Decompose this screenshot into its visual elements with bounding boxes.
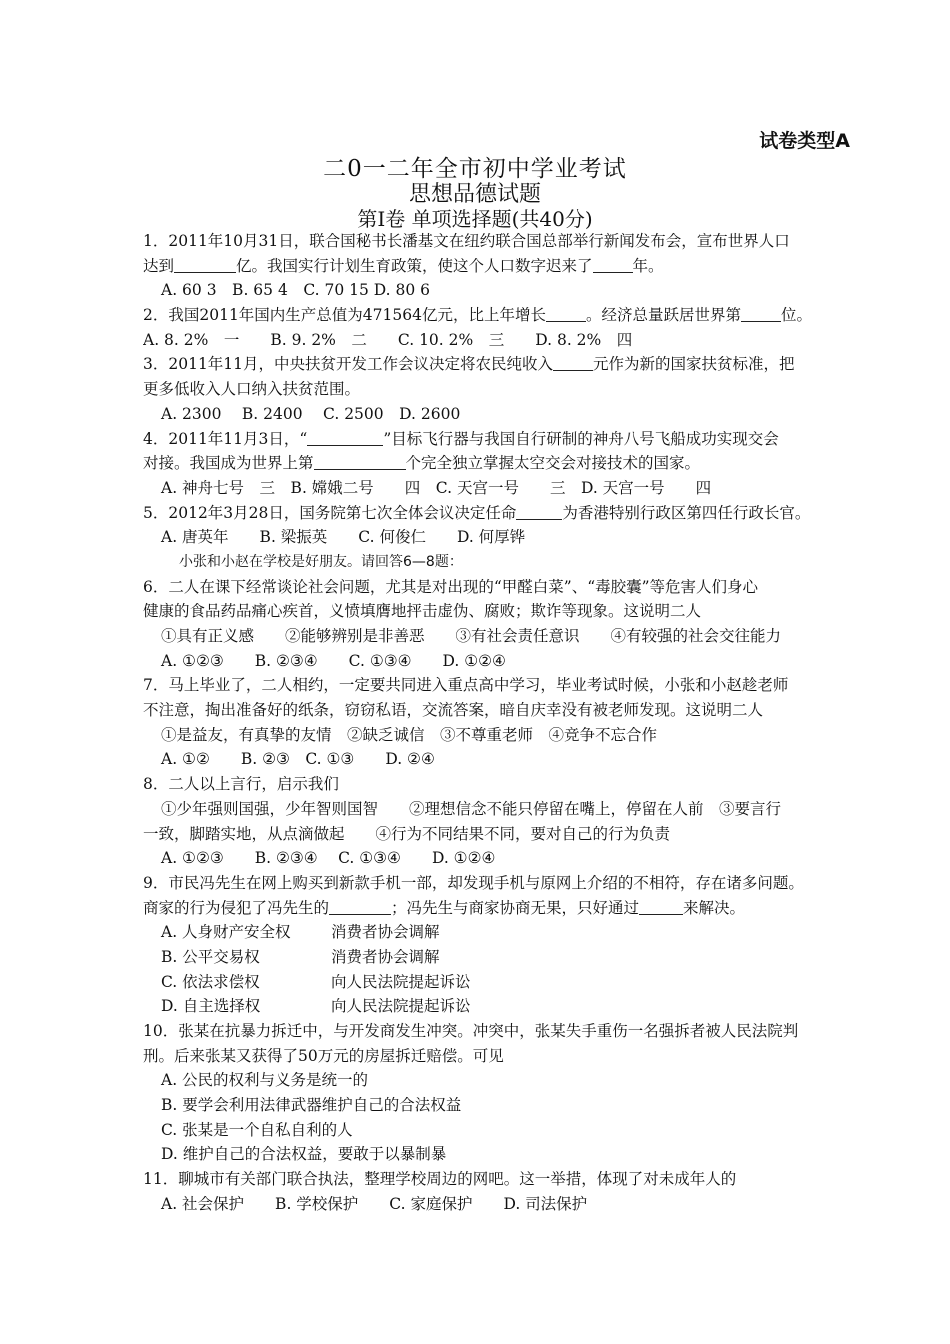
q5-options: A. 唐英年 B. 梁振英 C. 何俊仁 D. 何厚铧 xyxy=(161,528,526,547)
answer-blank xyxy=(741,305,781,322)
q4-text-c: 对接。我国成为世界上第 xyxy=(143,454,314,473)
q8-items-1: ①少年强则国强，少年智则国智 ②理想信念不能只停留在嘴上，停留在人前 ③要言行 xyxy=(161,799,782,818)
q8-line1: 8．二人以上言行，启示我们 xyxy=(143,775,339,794)
q1-text-a: 达到 xyxy=(143,256,175,275)
answer-blank xyxy=(307,429,383,446)
q10-line1: 10．张某在抗暴力拆迁中，与开发商发生冲突。冲突中，张某失手重伤一名强拆者被人民法院判 xyxy=(143,1022,799,1040)
option-right: 消费者协会调解 xyxy=(331,947,440,966)
q9-text-c: 来解决。 xyxy=(683,898,746,917)
q5-line1 xyxy=(143,501,858,526)
option-left: D. 自主选择权 xyxy=(161,997,261,1016)
q4-line1 xyxy=(143,427,858,452)
section-heading: 第Ⅰ卷 单项选择题(共40分) xyxy=(357,207,593,231)
q2-line1 xyxy=(143,303,858,328)
q4-text-b: ”目标飞行器与我国自行研制的神舟八号飞船成功实现交会 xyxy=(383,429,779,448)
option-right: 向人民法院提起诉讼 xyxy=(331,972,471,991)
option-left: B. 公平交易权 xyxy=(161,947,260,966)
q10-option-c: C. 张某是一个自私自利的人 xyxy=(161,1120,353,1139)
q9-line1: 9．市民冯先生在网上购买到新款手机一部，却发现手机与原网上介绍的不相符，存在诸多问题。 xyxy=(143,873,804,892)
q5-text-a: 5．2012年3月28日，国务院第七次全体会议决定任命 xyxy=(143,503,517,522)
q9-text-b: ；冯先生与商家协商无果，只好通过 xyxy=(391,898,640,917)
q9-line2 xyxy=(143,896,858,921)
q8-options: A. ①②③ B. ②③④ C. ①③④ D. ①②④ xyxy=(161,849,496,868)
option-right: 向人民法院提起诉讼 xyxy=(331,997,471,1016)
q6-items: ①具有正义感 ②能够辨别是非善恶 ③有社会责任意识 ④有较强的社会交往能力 xyxy=(161,627,782,645)
q2-text-c: 位。 xyxy=(781,306,813,325)
q11-line1: 11．聊城市有关部门联合执法，整理学校周边的网吧。这一举措，体现了对未成年人的 xyxy=(143,1170,737,1189)
q6-options: A. ①②③ B. ②③④ C. ①③④ D. ①②④ xyxy=(161,651,506,670)
q5-text-b: 为香港特别行政区第四任行政长官。 xyxy=(562,503,811,522)
q9-option-c xyxy=(143,970,858,995)
q1-options: A. 60 3 B. 65 4 C. 70 15 D. 80 6 xyxy=(161,281,431,300)
q2-options: A. 8. 2% 一 B. 9. 2% 二 C. 10. 2% 三 D. 8. 2% 四 xyxy=(143,330,633,349)
q6-line2: 健康的食品药品痛心疾首，义愤填膺地抨击虚伪、腐败；欺诈等现象。这说明二人 xyxy=(143,602,702,621)
q1-line1: 1．2011年10月31日，联合国秘书长潘基文在纽约联合国总部举行新闻发布会，宣布世界人口 xyxy=(143,232,790,250)
option-left: C. 依法求偿权 xyxy=(161,972,260,991)
q3-options: A. 2300 B. 2400 C. 2500 D. 2600 xyxy=(161,404,461,423)
q3-text-a: 3．2011年11月，中央扶贫开发工作会议决定将农民纯收入 xyxy=(143,355,554,374)
question-list xyxy=(143,229,858,1217)
paper-type-label: 试卷类型A xyxy=(759,130,850,152)
q7-options: A. ①② B. ②③ C. ①③ D. ②④ xyxy=(161,750,435,769)
q10-option-a: A. 公民的权利与义务是统一的 xyxy=(161,1071,369,1090)
answer-blank xyxy=(546,305,586,322)
q7-line1: 7．马上毕业了，二人相约，一定要共同进入重点高中学习，毕业考试时候，小张和小赵趁老师 xyxy=(143,676,789,695)
q1-text-c: 年。 xyxy=(632,256,664,275)
q2-text-a: 2．我国2011年国内生产总值为471564亿元，比上年增长 xyxy=(143,306,546,325)
q9-option-b xyxy=(143,945,858,970)
q4-text-a: 4．2011年11月3日，“ xyxy=(143,429,308,448)
option-right: 消费者协会调解 xyxy=(331,923,440,942)
q10-option-b: B. 要学会利用法律武器维护自己的合法权益 xyxy=(161,1096,462,1115)
q3-line2: 更多低收入人口纳入扶贫范围。 xyxy=(143,380,361,399)
exam-subject: 思想品德试题 xyxy=(408,182,541,207)
q10-option-d: D. 维护自己的合法权益，要敢于以暴制暴 xyxy=(161,1145,447,1164)
q8-items-2: 一致，脚踏实地，从点滴做起 ④行为不同结果不同，要对自己的行为负责 xyxy=(143,824,671,843)
answer-blank xyxy=(593,256,633,273)
q9-text-a: 商家的行为侵犯了冯先生的 xyxy=(143,898,330,917)
q1-text-b: 亿。我国实行计划生育政策，使这个人口数字迟来了 xyxy=(236,256,593,275)
q2-text-b: 。经济总量跃居世界第 xyxy=(585,306,741,325)
q4-options: A. 神舟七号 三 B. 嫦娥二号 四 C. 天宫一号 三 D. 天宫一号 四 xyxy=(161,478,712,497)
answer-blank xyxy=(174,256,236,273)
q4-text-d: 个完全独立掌握太空交会对接技术的国家。 xyxy=(405,454,701,473)
answer-blank xyxy=(553,354,593,371)
q9-option-d xyxy=(143,994,858,1019)
option-left: A. 人身财产安全权 xyxy=(161,923,291,942)
q4-line2 xyxy=(143,451,858,476)
answer-blank xyxy=(314,453,406,470)
answer-blank xyxy=(639,898,683,915)
q7-items: ①是益友，有真挚的友情 ②缺乏诚信 ③不尊重老师 ④竞争不忘合作 xyxy=(161,725,658,744)
q10-line2: 刑。后来张某又获得了50万元的房屋拆迁赔偿。可见 xyxy=(143,1046,504,1065)
q6-line1: 6．二人在课下经常谈论社会问题，尤其是对出现的“甲醛白菜”、“毒胶囊”等危害人们身心 xyxy=(143,577,759,596)
q3-text-b: 元作为新的国家扶贫标准，把 xyxy=(593,355,795,374)
answer-blank xyxy=(329,898,391,915)
q9-option-a xyxy=(143,920,858,945)
answer-blank xyxy=(516,503,562,520)
exam-title: 二0一二年全市初中学业考试 xyxy=(323,156,627,182)
q3-line1 xyxy=(143,352,858,377)
q1-line2 xyxy=(143,254,858,279)
q7-line2: 不注意，掏出准备好的纸条，窃窃私语，交流答案，暗自庆幸没有被老师发现。这说明二人 xyxy=(143,701,764,720)
q6-8-intro: 小张和小赵在学校是好朋友。请回答6—8题： xyxy=(179,553,463,570)
q11-options: A. 社会保护 B. 学校保护 C. 家庭保护 D. 司法保护 xyxy=(161,1194,588,1213)
